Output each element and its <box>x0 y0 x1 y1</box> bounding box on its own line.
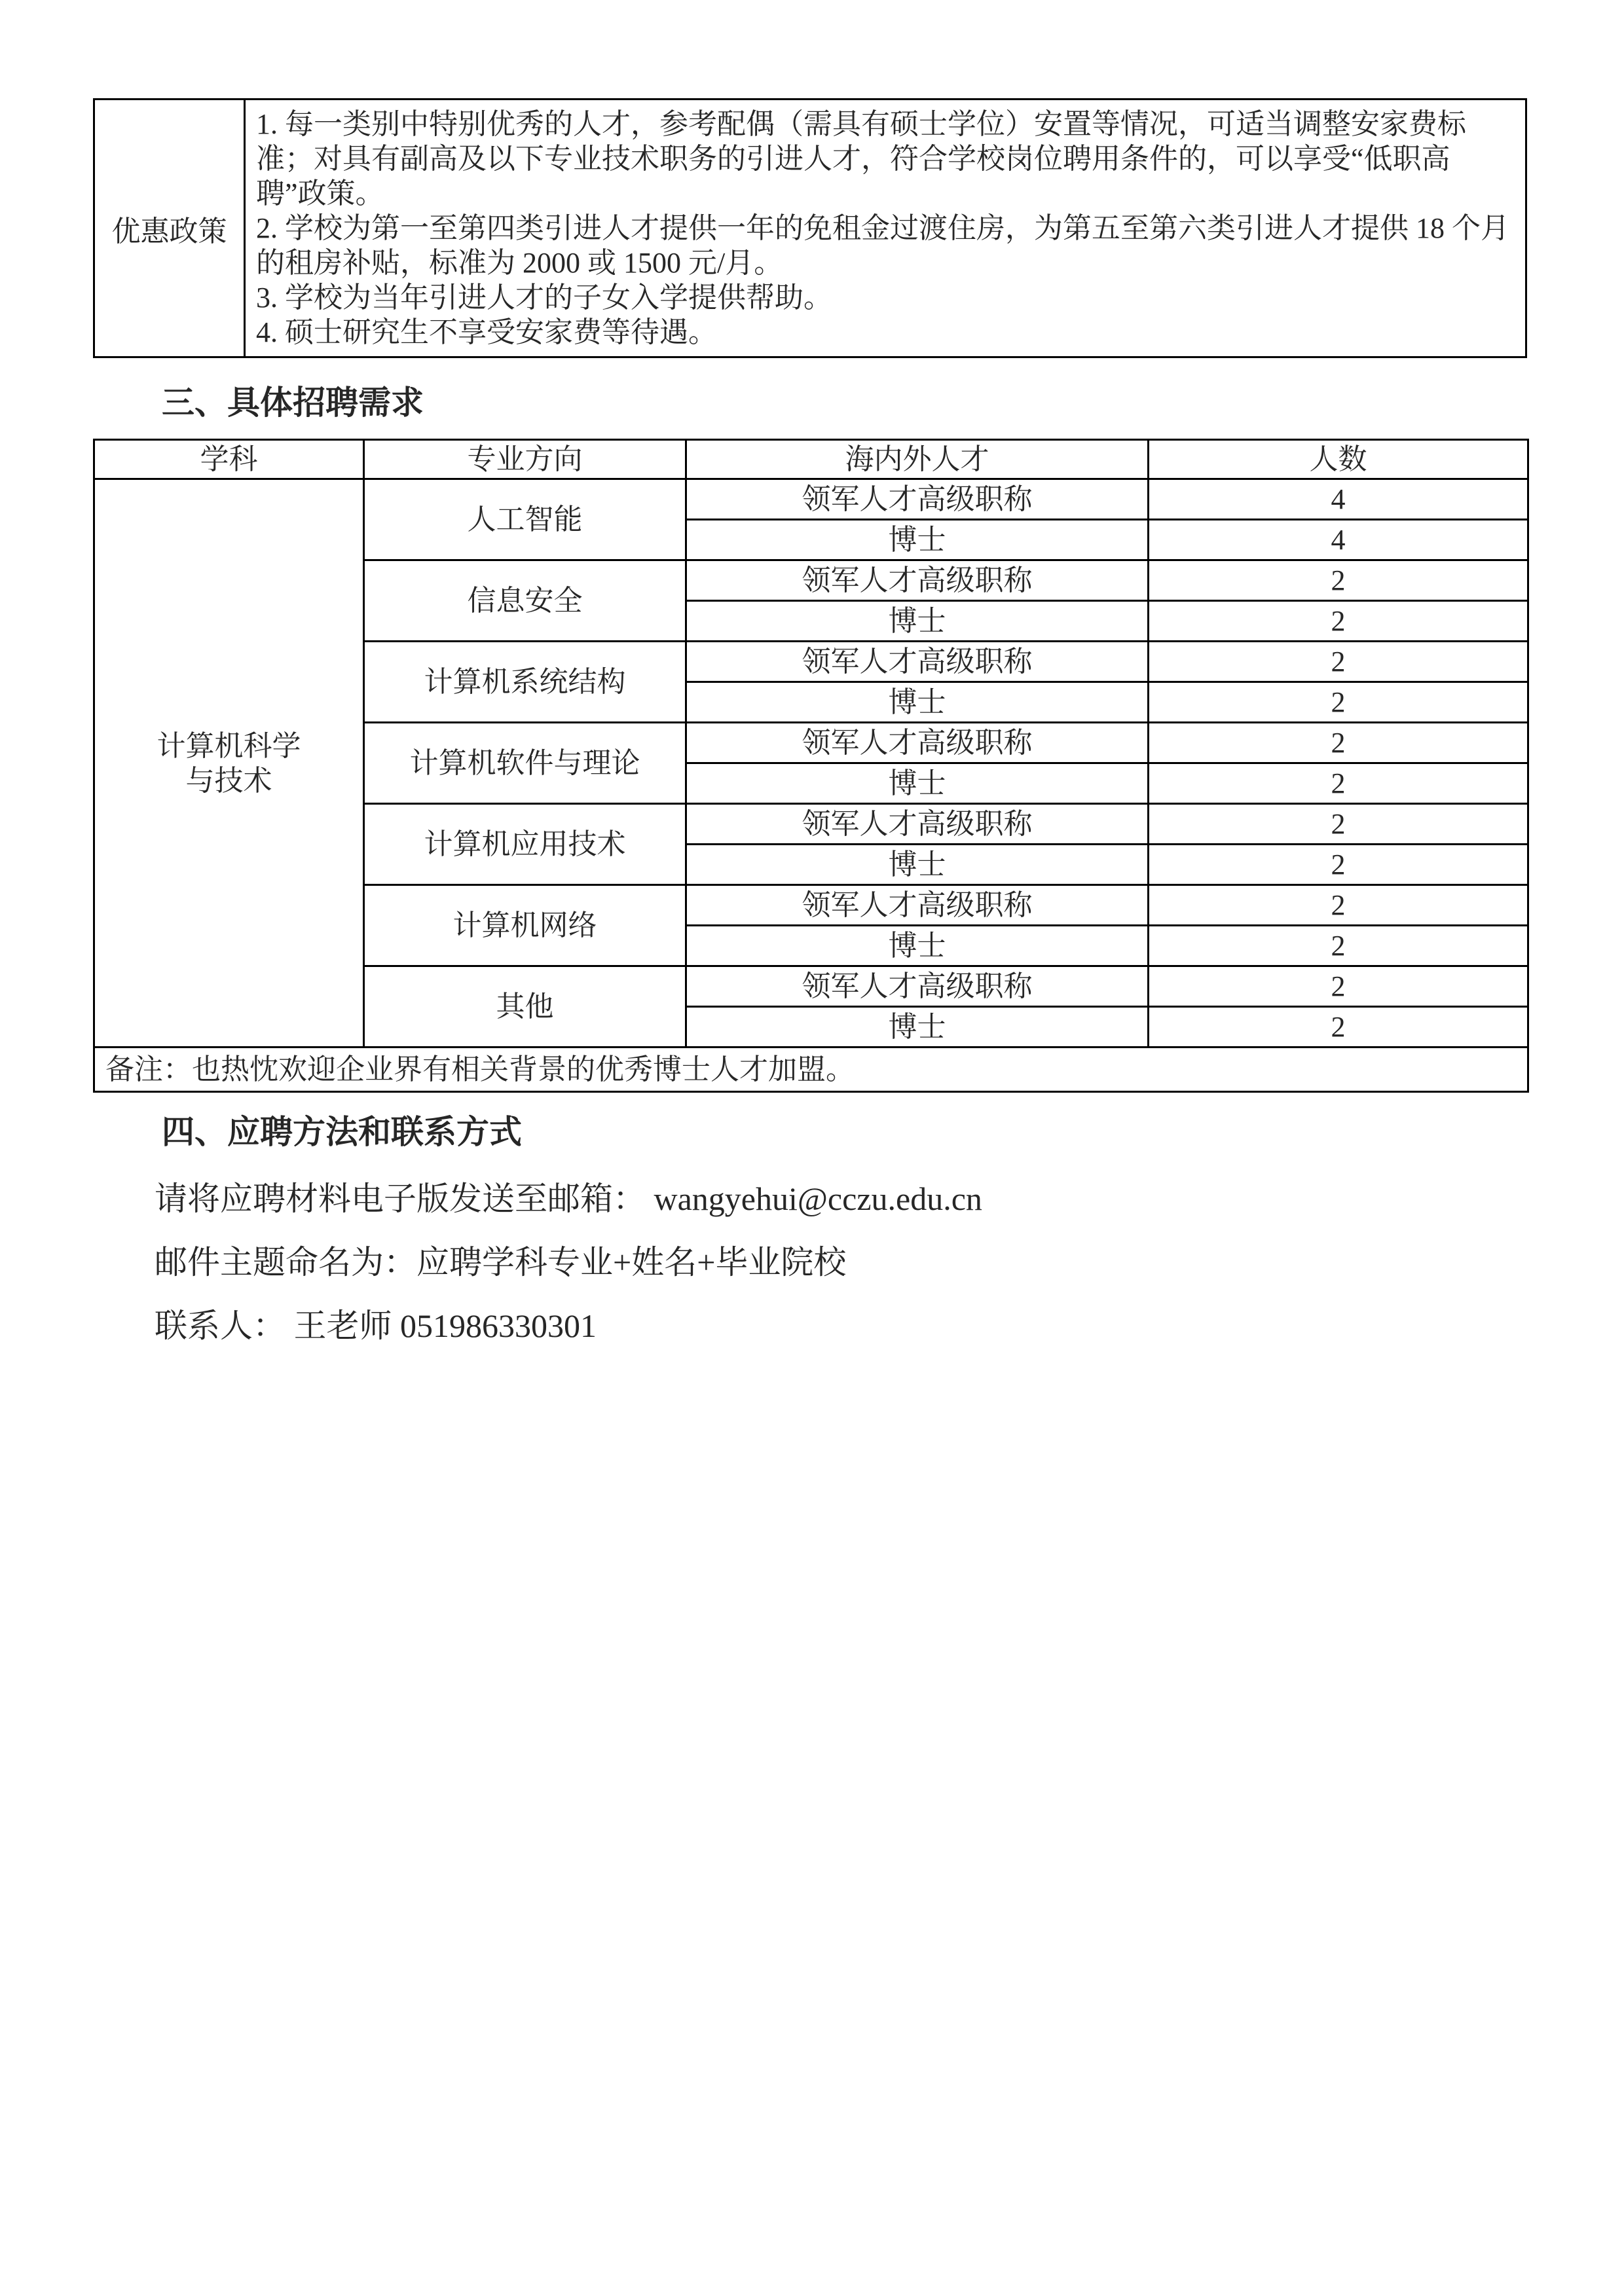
policy-table <box>93 98 1527 358</box>
direction-cell-infosec: 信息安全 <box>364 560 686 642</box>
count-cell: 4 <box>1149 479 1528 520</box>
recruit-header-row <box>94 440 1528 479</box>
count-cell: 2 <box>1149 642 1528 682</box>
talent-cell: 领军人才高级职称 <box>686 966 1149 1007</box>
direction-cell-software: 计算机软件与理论 <box>364 723 686 804</box>
policy-row <box>94 100 1526 357</box>
section3-heading: 三、具体招聘需求 <box>162 384 424 421</box>
talent-cell: 博士 <box>686 682 1149 723</box>
section4-heading: 四、应聘方法和联系方式 <box>162 1114 522 1150</box>
contact-subject-line: 邮件主题命名为：应聘学科专业+姓名+毕业院校 <box>155 1244 847 1281</box>
policy-item-3: 3. 学校为当年引进人才的子女入学提供帮助。 <box>256 282 832 314</box>
policy-item-4: 4. 硕士研究生不享受安家费等待遇。 <box>256 316 717 348</box>
direction-cell-other: 其他 <box>364 966 686 1048</box>
talent-cell: 领军人才高级职称 <box>686 885 1149 926</box>
col-header-talent: 海内外人才 <box>686 440 1149 479</box>
recruitment-table <box>93 439 1529 1093</box>
document-content <box>93 98 1527 1343</box>
direction-cell-ai: 人工智能 <box>364 479 686 560</box>
talent-cell: 博士 <box>686 926 1149 966</box>
discipline-label: 计算机科学与技术 <box>157 729 301 797</box>
count-cell: 2 <box>1149 763 1528 804</box>
direction-cell-network: 计算机网络 <box>364 885 686 966</box>
col-header-discipline: 学科 <box>94 440 364 479</box>
talent-cell: 博士 <box>686 1007 1149 1048</box>
policy-body-cell <box>245 100 1526 357</box>
contact-person-line: 联系人： 王老师 051986330301 <box>155 1307 597 1344</box>
discipline-cell <box>94 479 364 1048</box>
talent-cell: 领军人才高级职称 <box>686 804 1149 845</box>
count-cell: 2 <box>1149 1007 1528 1048</box>
talent-cell: 博士 <box>686 601 1149 642</box>
contact-email-line: 请将应聘材料电子版发送至邮箱： wangyehui@cczu.edu.cn <box>155 1180 982 1217</box>
direction-cell-arch: 计算机系统结构 <box>364 642 686 723</box>
count-cell: 2 <box>1149 560 1528 601</box>
count-cell: 2 <box>1149 845 1528 885</box>
count-cell: 2 <box>1149 926 1528 966</box>
count-cell: 2 <box>1149 885 1528 926</box>
col-header-count: 人数 <box>1149 440 1528 479</box>
count-cell: 2 <box>1149 804 1528 845</box>
col-header-direction: 专业方向 <box>364 440 686 479</box>
count-cell: 4 <box>1149 520 1528 560</box>
note-row <box>94 1048 1528 1092</box>
policy-item-2: 2. 学校为第一至第四类引进人才提供一年的免租金过渡住房，为第五至第六类引进人才提供 18 个月的租房补贴，标准为 2000 或 1500 元/月。 <box>256 212 1509 279</box>
recruit-row <box>94 479 1528 520</box>
talent-cell: 领军人才高级职称 <box>686 479 1149 520</box>
policy-item-1: 1. 每一类别中特别优秀的人才，参考配偶（需具有硕士学位）安置等情况，可适当调整安家费标准；对具有副高及以下专业技术职务的引进人才，符合学校岗位聘用条件的，可以享受“低职高聘”政策。 <box>256 108 1466 210</box>
talent-cell: 博士 <box>686 520 1149 560</box>
policy-row-label: 优惠政策 <box>94 100 245 357</box>
direction-cell-applied: 计算机应用技术 <box>364 804 686 885</box>
talent-cell: 领军人才高级职称 <box>686 723 1149 763</box>
count-cell: 2 <box>1149 966 1528 1007</box>
count-cell: 2 <box>1149 601 1528 642</box>
talent-cell: 领军人才高级职称 <box>686 560 1149 601</box>
note-cell: 备注：也热忱欢迎企业界有相关背景的优秀博士人才加盟。 <box>94 1048 1528 1092</box>
count-cell: 2 <box>1149 682 1528 723</box>
talent-cell: 领军人才高级职称 <box>686 642 1149 682</box>
talent-cell: 博士 <box>686 845 1149 885</box>
count-cell: 2 <box>1149 723 1528 763</box>
talent-cell: 博士 <box>686 763 1149 804</box>
